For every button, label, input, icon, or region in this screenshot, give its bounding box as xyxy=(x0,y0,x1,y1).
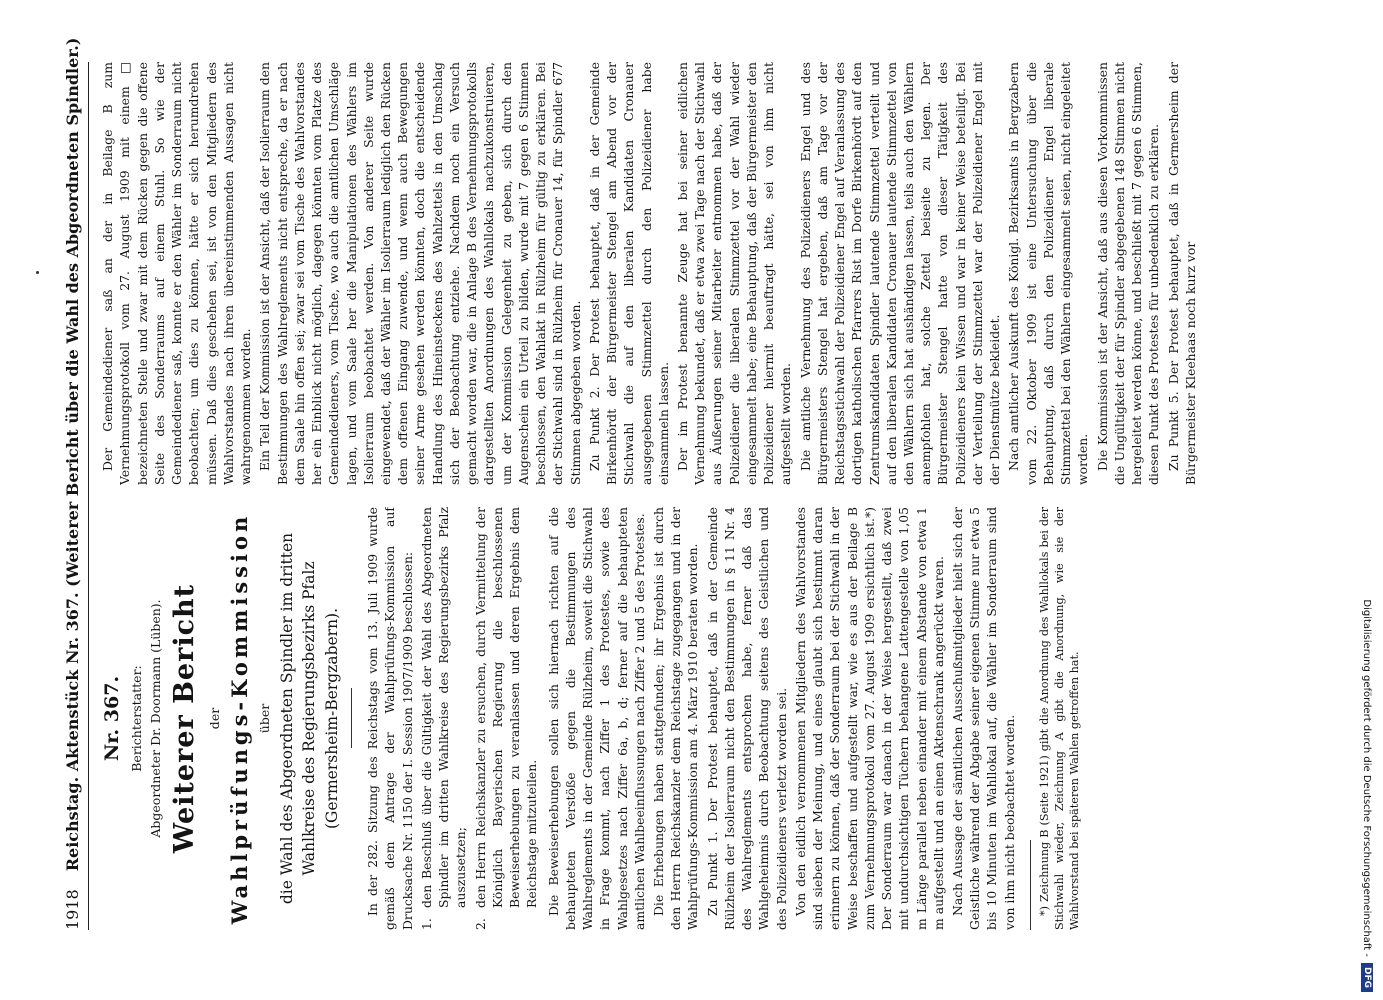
footnote-rule xyxy=(1030,840,1031,930)
list-item xyxy=(418,507,470,930)
paragraph: Von den eidlich vernommenen Mitgliedern des Wahlvorstandes sind sieben der Meinung, und eines glaubt sich bestimmt daran erinnern zu können, daß der Sonderraum bei der Stichwahl in der Weise beschaffen und aufgestellt war, wie es aus der Beilage B zum Vernehmungsprotokoll vom 27. August 1909 ersichtlich ist.*) Der Sonderraum war danach in der Weise hergestellt, daß zwei mit undurchsichtigen Tüchern behangene Lattengestelle von 1,05 m Länge parallel neben einander mit einem Abstande von etwa 1 m aufgestellt und an einen Aktenschrank angerückt waren. xyxy=(792,507,946,930)
title-ueber: über xyxy=(257,703,273,734)
report-subject: die Wahl des Abgeordneten Spindler im dritten Wahlkreise des Regierungsbezirks Pfalz (Germersheim-Bergzabern). xyxy=(277,532,341,905)
paragraph: Zu Punkt 2. Der Protest behauptet, daß in der Gemeinde Birkenhördt der Bürgermeister Stengel am Abend vor der Stichwahl die auf den liberalen Kandidaten Cronauer ausgegebenen Stimmzettel durch den Polizeidiener habe einsammeln lassen. xyxy=(586,62,671,485)
column-right xyxy=(99,62,1319,485)
paragraph: Die Beweiserhebungen sollen sich hiernach richten auf die behaupteten Verstöße gegen die Bestimmungen des Wahlreglements in der Gemeinde Rülzheim, soweit die Stichwahl in Frage kommt, nach Ziffer 1 des Protestes, sowie des Wahlgesetzes nach Ziffer 6a, b, d; ferner auf die behaupteten amtlichen Wahlbeeinflussungen nach Ziffer 2 und 5 des Protestes. xyxy=(545,507,647,930)
paragraph: Nach amtlicher Auskunft des Königl. Bezirksamts in Bergzabern vom 22. Oktober 1909 ist eine Untersuchung über die Behauptung, daß durch den Polizeidiener Engel liberale Stimmzettel bei den Wählern eingesammelt seien, nicht eingeleitet worden. xyxy=(1006,62,1091,485)
header-rule xyxy=(88,62,89,930)
list-text: den Herrn Reichskanzler zu ersuchen, durch Vermittelung der Königlich Bayerischen Regierung die beschlossenen Beweiserhebungen zu veranlassen und deren Ergebnis dem Reichstage mitzuteilen. xyxy=(472,507,540,908)
list-item xyxy=(472,507,541,930)
reporter-label: Berichterstatter: xyxy=(128,665,144,772)
digitization-credit xyxy=(1356,8,1378,992)
reporter-name: Abgeordneter Dr. Doormann (Lüben). xyxy=(148,599,164,838)
column-left xyxy=(99,507,1319,930)
resolution-list xyxy=(418,507,541,930)
running-title: Reichstag. Aktenstück Nr. 367. (Weiterer Bericht über die Wahl des Abgeordneten Spindler.) xyxy=(63,37,82,872)
paragraph: Die Kommission ist der Ansicht, daß aus diesen Vorkommnissen die Ungültigkeit der für Spindler abgegebenen 148 Stimmen nicht hergeleitet werden könne, und beschließt mit 7 gegen 6 Stimmen, diesen Punkt des Protestes für unbedenklich zu erklären. xyxy=(1094,62,1162,485)
dfg-logo: DFG xyxy=(1361,963,1373,992)
paragraph: In der 282. Sitzung des Reichstags vom 13. Juli 1909 wurde gemäß dem Antrage der Wahlprüfungs-Kommission auf Drucksache Nr. 1150 der I. Session 1907/1909 beschlossen: xyxy=(365,507,415,930)
credit-text: Digitalisierung gefördert durch die Deutsche Forschungsgemeinschaft - xyxy=(1361,599,1373,957)
paragraph: Der im Protest benannte Zeuge hat bei seiner eidlichen Vernehmung bekundet, daß er etwa zwei Tage nach der Stichwahl aus Äußerungen seiner Mitarbeiter entnommen habe, daß der Polizeidiener die liberalen Stimmzettel vor der Wahl wieder eingesammelt habe; eine Behauptung, daß der Bürgermeister den Polizeidiener hiermit beauftragt hätte, sei von ihm nicht aufgestellt worden. xyxy=(674,62,794,485)
title-der: der xyxy=(206,707,222,730)
page-number: 1918 xyxy=(63,889,82,930)
running-header xyxy=(62,37,84,930)
list-number: 1. xyxy=(418,918,434,930)
list-number: 2. xyxy=(472,918,488,930)
report-title: Weiterer Bericht xyxy=(169,583,201,854)
commission-name: Wahlprüfungs-Kommission xyxy=(227,512,253,925)
paragraph: Zu Punkt 5. Der Protest behauptet, daß in Germersheim der Bürgermeister Kleehaas noch kurz vor xyxy=(1165,62,1198,485)
paragraph: Ein Teil der Kommission ist der Ansicht, daß der Isolierraum den Bestimmungen des Wahlreglements nicht entspreche, da er nach dem Saale hin offen sei; zwar sei vom Tische des Wahlvorstandes her ein Einblick nicht möglich, dagegen könnten vom Platze des Gemeindedieners, vom Tische, wo auch die amtlichen Umschläge lagen, und vom Saale her die Manipulationen des Wählers im Isolierraum beobachtet werden. Von anderer Seite wurde eingewendet, daß der Wähler im Isolierraum lediglich den Rücken dem offenen Eingang zuwende, und wenn auch Bewegungen seiner Arme gesehen werden könnten, doch die entscheidende Handlung des Hineinsteckens des Wahlzettels in den Umschlag sich der Beobachtung entziehe. Nachdem noch ein Versuch gemacht worden war, die in Anlage B des Vernehmungsprotokolls dargestellten Anordnungen des Wahllokals nachzukonstruieren, um der Kommission Gelegenheit zu geben, sich durch den Augenschein ein Urteil zu bilden, wurde mit 7 gegen 6 Stimmen beschlossen, den Wahlakt in Rülzheim für gültig zu erklären. Bei der Stichwahl sind in Rülzheim für Cronauer 14, für Spindler 677 Stimmen abgegeben worden. xyxy=(257,62,583,485)
list-text: den Beschluß über die Gültigkeit der Wahl des Abgeordneten Spindler im dritten Wahlkreise des Regierungsbezirks Pfalz auszusetzen; xyxy=(418,507,469,908)
text-columns xyxy=(99,62,1319,930)
title-separator xyxy=(351,689,352,749)
footnote: *) Zeichnung B (Seite 1921) gibt die Anordnung des Wahllokals bei der Stichwahl wieder, Zeichnung A gibt die Anordnung, wie sie der Wahlvorstand bei späteren Wahlen getroffen hat. xyxy=(1037,507,1082,930)
paragraph: Der Gemeindediener saß an der in Beilage B zum Vernehmungsprotokoll vom 27. August 1909 mit einem □ bezeichneten Stelle und zwar mit dem Rücken gegen die offene Seite des Sonderraums auf einem Stuhl. So wie der Gemeindediener saß, konnte er den Wähler im Sonderraum nicht beobachten; um dies zu können, hätte er sich herumdrehen müssen. Daß dies geschehen sei, ist von den Mitgliedern des Wahlvorstandes nach ihren übereinstimmenden Aussagen nicht wahrgenommen worden. xyxy=(100,62,254,485)
document-number: Nr. 367. xyxy=(101,675,124,762)
paragraph: Nach Aussage der sämtlichen Ausschußmitglieder hielt sich der Geistliche während der Abgabe seiner eigenen Stimme nur etwa 5 bis 10 Minuten im Wahllokal auf, die Wähler im Sonderraum sind von ihm nicht beobachtet worden. xyxy=(949,507,1017,930)
paragraph: Zu Punkt 1. Der Protest behauptet, daß in der Gemeinde Rülzheim der Isolierraum nicht den Bestimmungen in § 11 Nr. 4 des Wahlreglements entsprochen habe, ferner daß das Wahlgeheimnis durch Beobachtung seitens des Geistlichen und des Polizeidieners verletzt worden sei. xyxy=(704,507,789,930)
paragraph: Die Erhebungen haben stattgefunden; ihr Ergebnis ist durch den Herrn Reichskanzler dem Reichstage zugegangen und in der Wahlprüfungs-Kommission am 4. März 1910 beraten worden. xyxy=(651,507,701,930)
paragraph: Die amtliche Vernehmung des Polizeidieners Engel und des Bürgermeisters Stengel hat ergeben, daß am Tage vor der Reichstagsstichwahl der Polizeidiener Engel auf Veranlassung des dortigen katholischen Pfarrers Rist im Dorfe Birkenhördt auf den Zentrumskandidaten Spindler lautende Stimmzettel verteilt und auf den liberalen Kandidaten Cronauer lautende Stimmzettel von den Wählern sich hat aushändigen lassen, teils auch den Wählern anempfohlen hat, solche Zettel beiseite zu legen. Der Bürgermeister Stengel hatte von dieser Tätigkeit des Polizeidieners kein Wissen und war in keiner Weise beteiligt. Bei der Verteilung der Stimmzettel war der Polizeidiener Engel mit der Dienstmütze bekleidet. xyxy=(797,62,1003,485)
